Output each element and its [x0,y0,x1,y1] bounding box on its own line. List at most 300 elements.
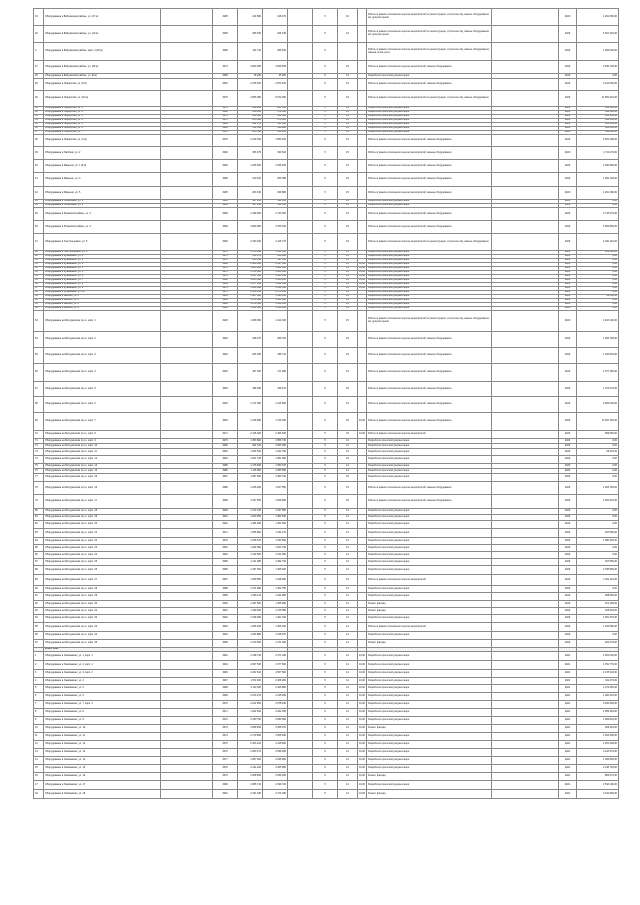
build-year: 1995 [213,187,238,200]
cost-a: 124 710 [238,43,263,61]
blank-cell [288,474,313,482]
row-number: 95 [34,623,44,632]
object-name: Оборудование в Хамовниках, ул. 14 [44,757,161,765]
count-d: 14 [338,283,358,287]
cost-a: 2 241 950 [238,701,263,709]
cost-b: 2 578 240 [263,701,288,709]
object-name: Оборудование в Лефортово, ул. 3 [44,115,161,119]
cost-b: 310 340 [263,123,288,127]
plan-sum: 1 394 790,00 [577,332,619,348]
rate-e [358,615,367,623]
blank-cell [492,529,559,538]
plan-sum: 3 946 130,00 [577,61,619,74]
blank-cell [161,234,213,251]
blank-cell [288,221,313,234]
rate-e [358,474,367,482]
plan-year: 2020 [559,263,577,267]
table-row [34,173,619,187]
blank-cell [161,601,213,608]
blank-cell [161,781,213,790]
table-row [34,790,619,799]
count-c: 5 [313,781,338,790]
plan-year: 2021 [559,652,577,661]
blank-cell [492,348,559,364]
plan-sum: 0,00 [577,283,619,287]
cost-a: 1 184 000 [238,521,263,529]
cost-a: 15 230 [238,74,263,79]
object-name: Оборудование в Хамовниках, ул. 9 [44,717,161,725]
row-number: 44 [34,204,44,208]
plan-sum: 382 950,00 [577,115,619,119]
row-number: 43 [34,200,44,204]
work-note: Работы в рамках исполнения перечня мероприятий; замена оборудования [367,482,492,495]
blank-cell [288,160,313,173]
blank-cell [161,521,213,529]
plan-year: 2020 [559,160,577,173]
plan-sum: 0,00 [577,545,619,552]
object-name: Оборудование в Выхино, ул. 1 [44,295,161,299]
plan-sum: 1 073 270,00 [577,382,619,397]
cost-a: 2 145 300 [238,431,263,439]
count-d: 14 [338,267,358,271]
plan-year: 2020 [559,115,577,119]
count-d: 14 [338,652,358,661]
count-c: 5 [313,332,338,348]
count-c: 5 [313,709,338,717]
plan-sum: 296 390,00 [577,251,619,255]
row-number: 84 [34,538,44,545]
blank-cell [492,652,559,661]
object-name: Оборудование в Печатниках, ул. 1 [44,200,161,204]
cost-a: 1 259 550 [238,575,263,586]
work-note: Разработка проектной документации [367,693,492,701]
build-year: 1990 [213,160,238,173]
blank-cell [161,135,213,147]
build-year: 1984 [213,303,238,307]
count-d: 14 [338,678,358,685]
object-name: Оборудование на Мичуринском пр-те, корп. 34 [44,632,161,640]
rate-e [358,538,367,545]
cost-a: 255 010 [238,259,263,263]
blank-cell [161,348,213,364]
work-note: Разработка проектной документации [367,127,492,131]
cost-b: 218 470 [263,9,288,26]
plan-year: 2020 [559,559,577,566]
object-name: Оборудование на Мичуринском пр-те, корп. 35 [44,640,161,648]
blank-cell [288,364,313,382]
blank-cell [288,9,313,26]
blank-cell [288,575,313,586]
plan-year: 2020 [559,43,577,61]
cost-b: 1 392 740 [263,559,288,566]
cost-b: 2 426 880 [263,685,288,693]
count-c: 5 [313,670,338,678]
count-d: 14 [338,685,358,693]
row-number: 48 [34,251,44,255]
object-name: Оборудование в Лефортово, ул. 7 [44,131,161,135]
rate-e: 10,00 [358,790,367,799]
cost-a: 159 470 [238,255,263,259]
rate-e: 10,00 [358,661,367,670]
table-row [34,765,619,773]
cost-a: 2 232 610 [238,670,263,678]
rate-e: 10,00 [359,270,365,274]
work-note: Разработка проектной документации [367,307,492,311]
cost-a: 1 271 960 [238,586,263,593]
row-number: 7 [34,701,44,709]
blank-cell [492,685,559,693]
count-c: 5 [313,469,338,474]
count-d: 15 [338,135,358,147]
plan-sum: 396 100,00 [577,119,619,123]
blank-cell [492,790,559,799]
build-year: 1973 [213,259,238,263]
plan-sum: 882 570,00 [577,773,619,781]
row-number: 92 [34,601,44,608]
cost-a: 1 254 610 [238,449,263,456]
count-c: 5 [313,566,338,575]
blank-cell [161,397,213,413]
rate-e: 10,00 [358,709,367,717]
count-d: 14 [338,661,358,670]
row-number: 39 [34,147,44,160]
rate-e: 10,00 [359,266,365,270]
blank-cell [161,652,213,661]
cost-a: 1 187 900 [238,295,263,299]
cost-a: 1 914 810 [238,709,263,717]
count-d: 13 [338,259,358,263]
blank-cell [161,733,213,741]
blank-cell [288,566,313,575]
row-number: 42 [34,187,44,200]
work-note: Разработка проектной документации [367,439,492,444]
count-c: 5 [313,495,338,509]
count-c: 5 [313,135,338,147]
cost-b: 2 273 290 [263,291,288,295]
row-number: 93 [34,608,44,615]
table-row [34,717,619,725]
plan-sum: 307 650,00 [577,559,619,566]
blank-cell [288,348,313,364]
work-note: Разработка проектной документации [367,111,492,115]
plan-sum: 331 470,00 [577,678,619,685]
row-number: 57 [34,287,44,291]
blank-cell [288,749,313,757]
blank-cell [161,495,213,509]
blank-cell [288,632,313,640]
build-year: 1970 [213,701,238,709]
count-d: 14 [338,509,358,515]
work-note: Разработка проектной документации [367,678,492,685]
build-year: 1973 [213,251,238,255]
count-c: 5 [313,221,338,234]
rate-e [358,575,367,586]
blank-cell [492,234,559,251]
count-c: 5 [313,661,338,670]
work-note: Работы в рамках исполнения перечня мероприятий; замена оборудования [367,135,492,147]
plan-sum: 0,00 [577,255,619,259]
rate-e: 10,00 [358,431,367,439]
row-number: 69 [34,413,44,431]
cost-b: 1 556 740 [263,439,288,444]
blank-cell [288,43,313,61]
plan-sum: 0,00 [577,586,619,593]
object-name: Оборудование в Кузьминках, ул. 5 [44,271,161,275]
blank-cell [288,482,313,495]
row-number: 62 [34,307,44,311]
count-c: 5 [313,271,338,275]
cost-b: 301 020 [263,115,288,119]
blank-cell [492,632,559,640]
count-d: 15 [338,61,358,74]
cost-b: 255 380 [263,173,288,187]
blank-cell [288,397,313,413]
work-note: Разработка проектной документации [367,559,492,566]
plan-year: 2020 [559,552,577,559]
count-d: 15 [338,160,358,173]
object-name: Оборудование в Лефортово, ул. 4 [44,119,161,123]
row-number: 37 [34,131,44,135]
count-c: 5 [313,765,338,773]
count-d: 14 [338,693,358,701]
row-number: 17 [34,781,44,790]
work-note: Работы в рамках исполнения перечня мероприятий по реконструкции, строительству, замене оборудования; акт допуска принят [367,9,492,26]
row-number: 82 [34,521,44,529]
rate-e [358,521,367,529]
build-year: 1987 [213,474,238,482]
build-year: 1968 [213,279,238,283]
build-year: 1993 [213,332,238,348]
build-year: 1989 [213,593,238,601]
build-year: 1978 [213,538,238,545]
object-name: Оборудование на Мичуринском пр-те, корп. 7 [44,413,161,431]
build-year: 1984 [213,552,238,559]
count-d: 13 [338,255,358,259]
count-c: 5 [313,552,338,559]
build-year: 1992 [213,615,238,623]
blank-cell [288,431,313,439]
cost-b: 1 471 200 [263,640,288,648]
plan-sum: 325 910,00 [577,608,619,615]
plan-year: 2020 [559,431,577,439]
table-row [34,187,619,200]
rate-e: 10,00 [359,262,365,266]
row-number: 56 [34,283,44,287]
cost-b: 2 399 720 [263,781,288,790]
plan-sum: 2 351 510,00 [577,495,619,509]
rate-e [358,559,367,566]
blank-cell [161,552,213,559]
count-d: 14 [338,559,358,566]
row-number: 75 [34,464,44,469]
object-name: Оборудование на Мичуринском пр-те, корп. 26 [44,566,161,575]
build-year: 1993 [213,364,238,382]
blank-cell [161,456,213,464]
table-row [34,79,619,91]
build-year: 1976 [213,439,238,444]
plan-sum: 367 880,00 [577,529,619,538]
work-note: Разработка проектной документации [367,271,492,275]
blank-cell [288,640,313,648]
blank-cell [492,781,559,790]
count-c: 5 [313,717,338,725]
plan-sum: 2 594 030,00 [577,397,619,413]
work-note: Разработка проектной документации [367,279,492,283]
rate-e [358,221,367,234]
object-name: Оборудование на Мичуринском пр-те, корп. 25 [44,559,161,566]
plan-sum: 966 410,00 [577,725,619,733]
blank-cell [492,552,559,559]
row-number: 41 [34,173,44,187]
count-d: 14 [338,586,358,593]
blank-cell [161,757,213,765]
cost-b: 1 405 410 [263,275,288,279]
object-name: Оборудование в Кузьминках, ул. 6 [44,275,161,279]
count-c: 5 [313,267,338,271]
table-row [34,741,619,749]
object-name: Оборудование в Кузьминках, ул. 10 [44,291,161,295]
count-c: 5 [313,623,338,632]
count-c: 5 [313,187,338,200]
blank-cell [492,208,559,221]
cost-a: 2 208 850 [238,773,263,781]
object-name: Оборудование в Марьино, ул. 5 [44,187,161,200]
rate-e: 10,00 [358,652,367,661]
cost-b: 3 669 845 [263,61,288,74]
blank-cell [492,9,559,26]
object-name: Оборудование в Хамовниках, ул. 15 [44,765,161,773]
plan-year: 2020 [559,529,577,538]
count-c: 5 [313,757,338,765]
blank-cell [492,43,559,61]
row-number: 27 [34,61,44,74]
count-d: 13 [338,74,358,79]
work-note: Ремонт фасада [367,773,492,781]
row-number: 8 [34,709,44,717]
work-note: Разработка проектной документации [367,287,492,291]
row-number: 2 [34,661,44,670]
row-number: 28 [34,74,44,79]
plan-year: 2020 [559,251,577,255]
plan-sum: 0,00 [577,267,619,271]
plan-sum: 0,00 [577,632,619,640]
cost-a: 2 013 270 [238,693,263,701]
rate-e: 10,00 [359,278,365,282]
rate-e: 10,00 [359,282,365,286]
build-year: 1964 [213,661,238,670]
blank-cell [161,623,213,632]
plan-sum: 0,00 [577,464,619,469]
cost-b: 1 361 600 [263,521,288,529]
table-row [34,456,619,464]
count-d: 14 [338,701,358,709]
table-row [34,725,619,733]
count-d: 14 [338,303,358,307]
cost-b: 169 470 [263,382,288,397]
build-year: 1975 [213,741,238,749]
object-name: Оборудование на Мичуринском пр-те, корп. 21 [44,529,161,538]
cost-a: 1 172 130 [238,509,263,515]
blank-cell [288,593,313,601]
count-d: 15 [338,382,358,397]
cost-a: 1 350 690 [238,287,263,291]
count-d: 14 [338,115,358,119]
table-row [34,757,619,765]
count-d: 15 [338,575,358,586]
blank-cell [288,678,313,685]
object-name: Оборудование в Лефортово, ул. 1 [44,107,161,111]
plan-sum: 0,00 [577,469,619,474]
blank-cell [288,765,313,773]
cost-b: 2 506 840 [263,733,288,741]
object-name: Оборудование на Мичуринском пр-те, корп. 6 [44,397,161,413]
build-year: 1993 [213,348,238,364]
rate-e [358,147,367,160]
table-row [34,91,619,107]
blank-cell [288,456,313,464]
plan-sum: 2 059 440,00 [577,709,619,717]
blank-cell [161,538,213,545]
blank-cell [288,685,313,693]
blank-cell [492,601,559,608]
plan-year: 2020 [559,9,577,26]
build-year: 1979 [213,773,238,781]
table-row [34,529,619,538]
plan-year: 2020 [559,509,577,515]
row-number: 59 [34,295,44,299]
table-row [34,413,619,431]
cost-a: 1 283 000 [238,267,263,271]
blank-cell [288,725,313,733]
object-name: Оборудование на Мичуринском пр-те, корп. 20 [44,521,161,529]
blank-cell [492,160,559,173]
build-year: 1974 [213,287,238,291]
blank-cell [492,449,559,456]
blank-cell [492,332,559,348]
row-number: 35 [34,123,44,127]
table-row [34,709,619,717]
count-c: 5 [313,608,338,615]
blank-cell [288,208,313,221]
blank-cell [161,187,213,200]
blank-cell [288,615,313,623]
table-row [34,482,619,495]
plan-sum: 3 206 330,00 [577,701,619,709]
plan-year: 2021 [559,678,577,685]
plan-year: 2021 [559,765,577,773]
count-d: 14 [338,566,358,575]
work-note: Разработка проектной документации [367,444,492,449]
plan-sum: 2 036 990,00 [577,160,619,173]
blank-cell [288,693,313,701]
blank-cell [288,91,313,107]
cost-b: 1 953 230 [263,135,288,147]
cost-a: 1 293 320 [238,307,263,311]
table-row [34,160,619,173]
row-number: 10 [34,725,44,733]
table-row [34,773,619,781]
blank-cell [161,559,213,566]
work-note: Ремонт фасада [367,725,492,733]
count-c: 5 [313,685,338,693]
row-number: 74 [34,456,44,464]
cost-b: 2 465 850 [263,765,288,773]
count-d: 15 [338,187,358,200]
cost-a: 2 144 220 [238,765,263,773]
blank-cell [161,61,213,74]
rate-e: 10,00 [358,773,367,781]
rate-e [358,43,367,61]
